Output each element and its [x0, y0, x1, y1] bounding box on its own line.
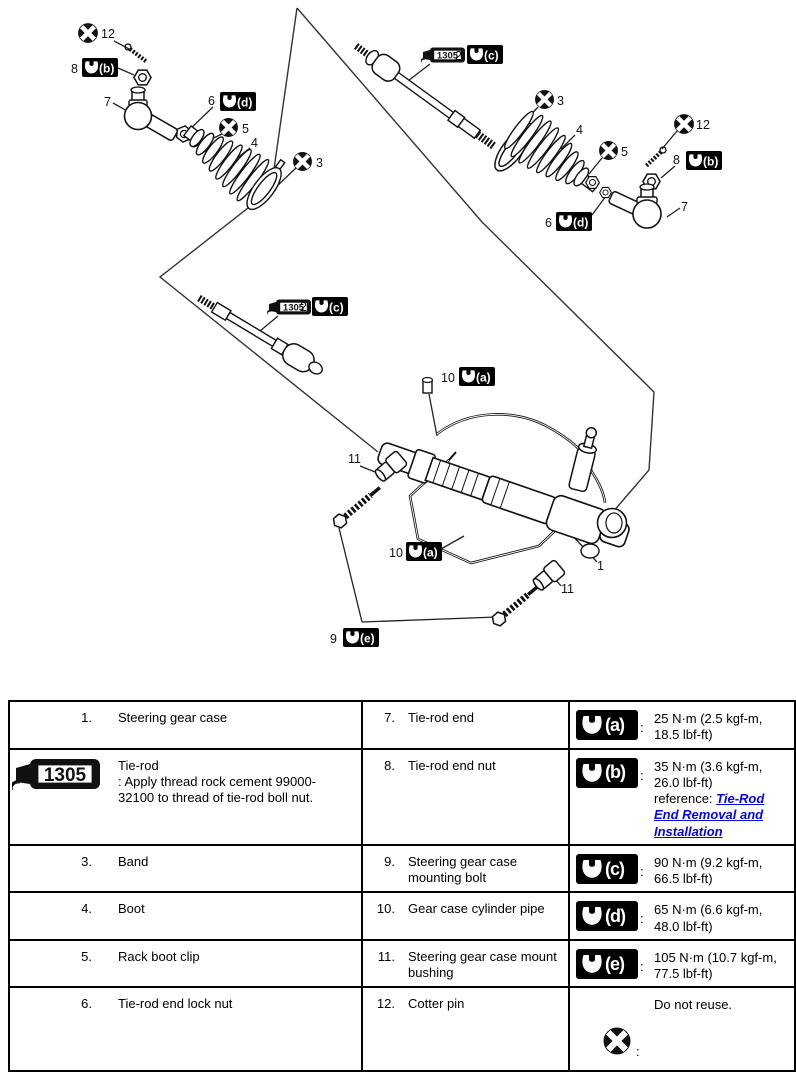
item-label: Steering gear case	[118, 710, 228, 725]
torque-value: 105 N·m (10.7 kgf-m, 77.5 lbf-ft)	[654, 949, 777, 981]
mounting-bolt-left	[331, 483, 384, 530]
torque-wrench-badge-icon	[576, 854, 638, 884]
tie-rod-end-left	[125, 87, 179, 141]
callout-8: 8	[71, 62, 78, 76]
callout-10: 10	[389, 546, 403, 560]
item-number: 3.	[81, 853, 92, 869]
lower-mount-boss	[581, 544, 599, 558]
do-not-reuse-text: Do not reuse.	[654, 997, 733, 1013]
do-not-reuse-icon	[599, 141, 618, 160]
item-number: 10.	[376, 901, 395, 917]
tie-rod-end-right	[608, 184, 661, 228]
callout-2: 2	[455, 49, 462, 63]
item-label: Steering gear case mounting bolt	[408, 853, 518, 885]
sealant-1305-icon	[12, 758, 104, 790]
rack-end-bore	[606, 513, 622, 533]
item-number: 4.	[81, 901, 92, 917]
torque-wrench-badge-icon	[576, 949, 638, 979]
item-number: 5.	[81, 948, 92, 964]
callout-2: 2	[300, 300, 307, 314]
callout-9: 9	[330, 632, 337, 646]
cotter-pin-right	[646, 147, 666, 166]
table-row	[9, 987, 795, 1071]
pipe-fitting-bolt	[423, 378, 433, 394]
item-label: Tie-rod end	[408, 710, 474, 725]
callout-5: 5	[242, 122, 249, 136]
badge-letter: (b)	[605, 762, 625, 783]
torque-badge-d	[220, 92, 256, 111]
colon: :	[640, 863, 644, 879]
cotter-pin-left	[125, 44, 147, 62]
item-label: Tie-rod end lock nut	[118, 996, 233, 1012]
badge-letter: (a)	[605, 714, 624, 735]
pinion-input-shaft	[568, 426, 601, 492]
callout-12: 12	[696, 118, 710, 132]
torque-wrench-badge-icon	[576, 901, 638, 931]
badge-letter: (c)	[484, 48, 499, 63]
torque-value: 25 N·m (2.5 kgf-m, 18.5 lbf-ft)	[654, 711, 763, 743]
badge-letter: (e)	[605, 953, 624, 974]
item-number: 9.	[384, 853, 395, 869]
rack-boot-clip-nuts-right	[586, 177, 612, 198]
item-label: Cotter pin	[408, 996, 465, 1012]
mounting-bolt-right	[490, 582, 541, 628]
item-note: : Apply thread rock cement 99000-32100 to thread of tie-rod boll nut.	[118, 773, 317, 805]
tie-rod-end-nut-left	[134, 70, 151, 85]
callout-6: 6	[545, 216, 552, 230]
callout-11: 11	[348, 452, 361, 466]
item-label: Tie-rod	[118, 757, 159, 773]
torque-wrench-badge-icon	[576, 710, 638, 740]
item-label: Rack boot clip	[118, 948, 200, 964]
callout-5: 5	[621, 145, 628, 159]
callout-10: 10	[441, 371, 455, 385]
colon: :	[640, 720, 644, 735]
badge-letter: (b)	[703, 154, 719, 169]
do-not-reuse-icon	[219, 118, 238, 137]
callout-6: 6	[208, 94, 215, 108]
item-label: Band	[118, 853, 149, 869]
table-row	[9, 749, 795, 845]
callout-11: 11	[561, 582, 574, 596]
badge-letter: (d)	[605, 906, 625, 926]
table-row	[9, 892, 795, 940]
badge-letter: (a)	[423, 545, 438, 560]
item-label: Boot	[118, 901, 145, 917]
colon: :	[640, 767, 644, 783]
do-not-reuse-icon	[78, 23, 98, 43]
colon: :	[640, 911, 644, 927]
item-number: 12.	[376, 996, 395, 1012]
item-number: 8.	[384, 757, 395, 773]
do-not-reuse-icon	[674, 114, 694, 134]
badge-letter: (d)	[237, 95, 253, 110]
badge-letter: (c)	[605, 858, 624, 879]
badge-letter: (a)	[476, 370, 491, 385]
item-number: 6.	[81, 996, 92, 1012]
colon: :	[640, 958, 644, 974]
item-number: 7.	[384, 710, 395, 725]
reference-label: reference:	[654, 791, 717, 806]
torque-badge-a	[459, 367, 495, 386]
callout-7: 7	[681, 200, 688, 214]
parts-torque-table	[8, 700, 796, 1072]
torque-value: 35 N·m (3.6 kgf-m, 26.0 lbf-ft)	[654, 758, 763, 790]
badge-letter: (d)	[573, 215, 589, 230]
callout-4: 4	[251, 136, 258, 150]
colon: :	[636, 1044, 640, 1060]
torque-value: 65 N·m (6.6 kgf-m, 48.0 lbf-ft)	[654, 902, 763, 934]
badge-letter: (c)	[329, 300, 344, 315]
badge-letter: (b)	[99, 61, 115, 76]
steering-rack-assembly	[374, 378, 633, 564]
do-not-reuse-icon	[535, 90, 554, 109]
callout-12: 12	[101, 27, 115, 41]
callout-7: 7	[104, 95, 111, 109]
table-row	[9, 940, 795, 988]
item-label: Tie-rod end nut	[408, 757, 496, 773]
callout-4: 4	[576, 123, 583, 137]
table-row	[9, 701, 795, 749]
do-not-reuse-icon	[293, 152, 312, 171]
table-row	[9, 845, 795, 893]
item-number: 11.	[377, 948, 395, 964]
torque-badge-e	[343, 628, 379, 647]
do-not-reuse-icon	[602, 1026, 632, 1056]
torque-badge-b	[686, 151, 722, 170]
torque-badge-d	[556, 212, 592, 231]
callout-1: 1	[597, 559, 604, 573]
callout-3: 3	[316, 156, 323, 170]
item-label: Gear case cylinder pipe	[408, 901, 545, 917]
item-label: Steering gear case mount bushing	[408, 948, 557, 980]
badge-letter: (e)	[360, 631, 375, 646]
callout-8: 8	[673, 153, 680, 167]
tie-rod-end-removal-link[interactable]: Tie-Rod End Removal and Installation	[654, 791, 765, 839]
torque-value: 90 N·m (9.2 kgf-m, 66.5 lbf-ft)	[654, 854, 763, 886]
item-number: 1.	[81, 710, 92, 725]
torque-badge-c	[312, 297, 348, 316]
callout-3: 3	[557, 94, 564, 108]
torque-badge-a	[406, 542, 442, 561]
torque-wrench-badge-icon	[576, 758, 638, 788]
torque-badge-b	[82, 58, 118, 77]
torque-badge-c	[467, 45, 503, 64]
